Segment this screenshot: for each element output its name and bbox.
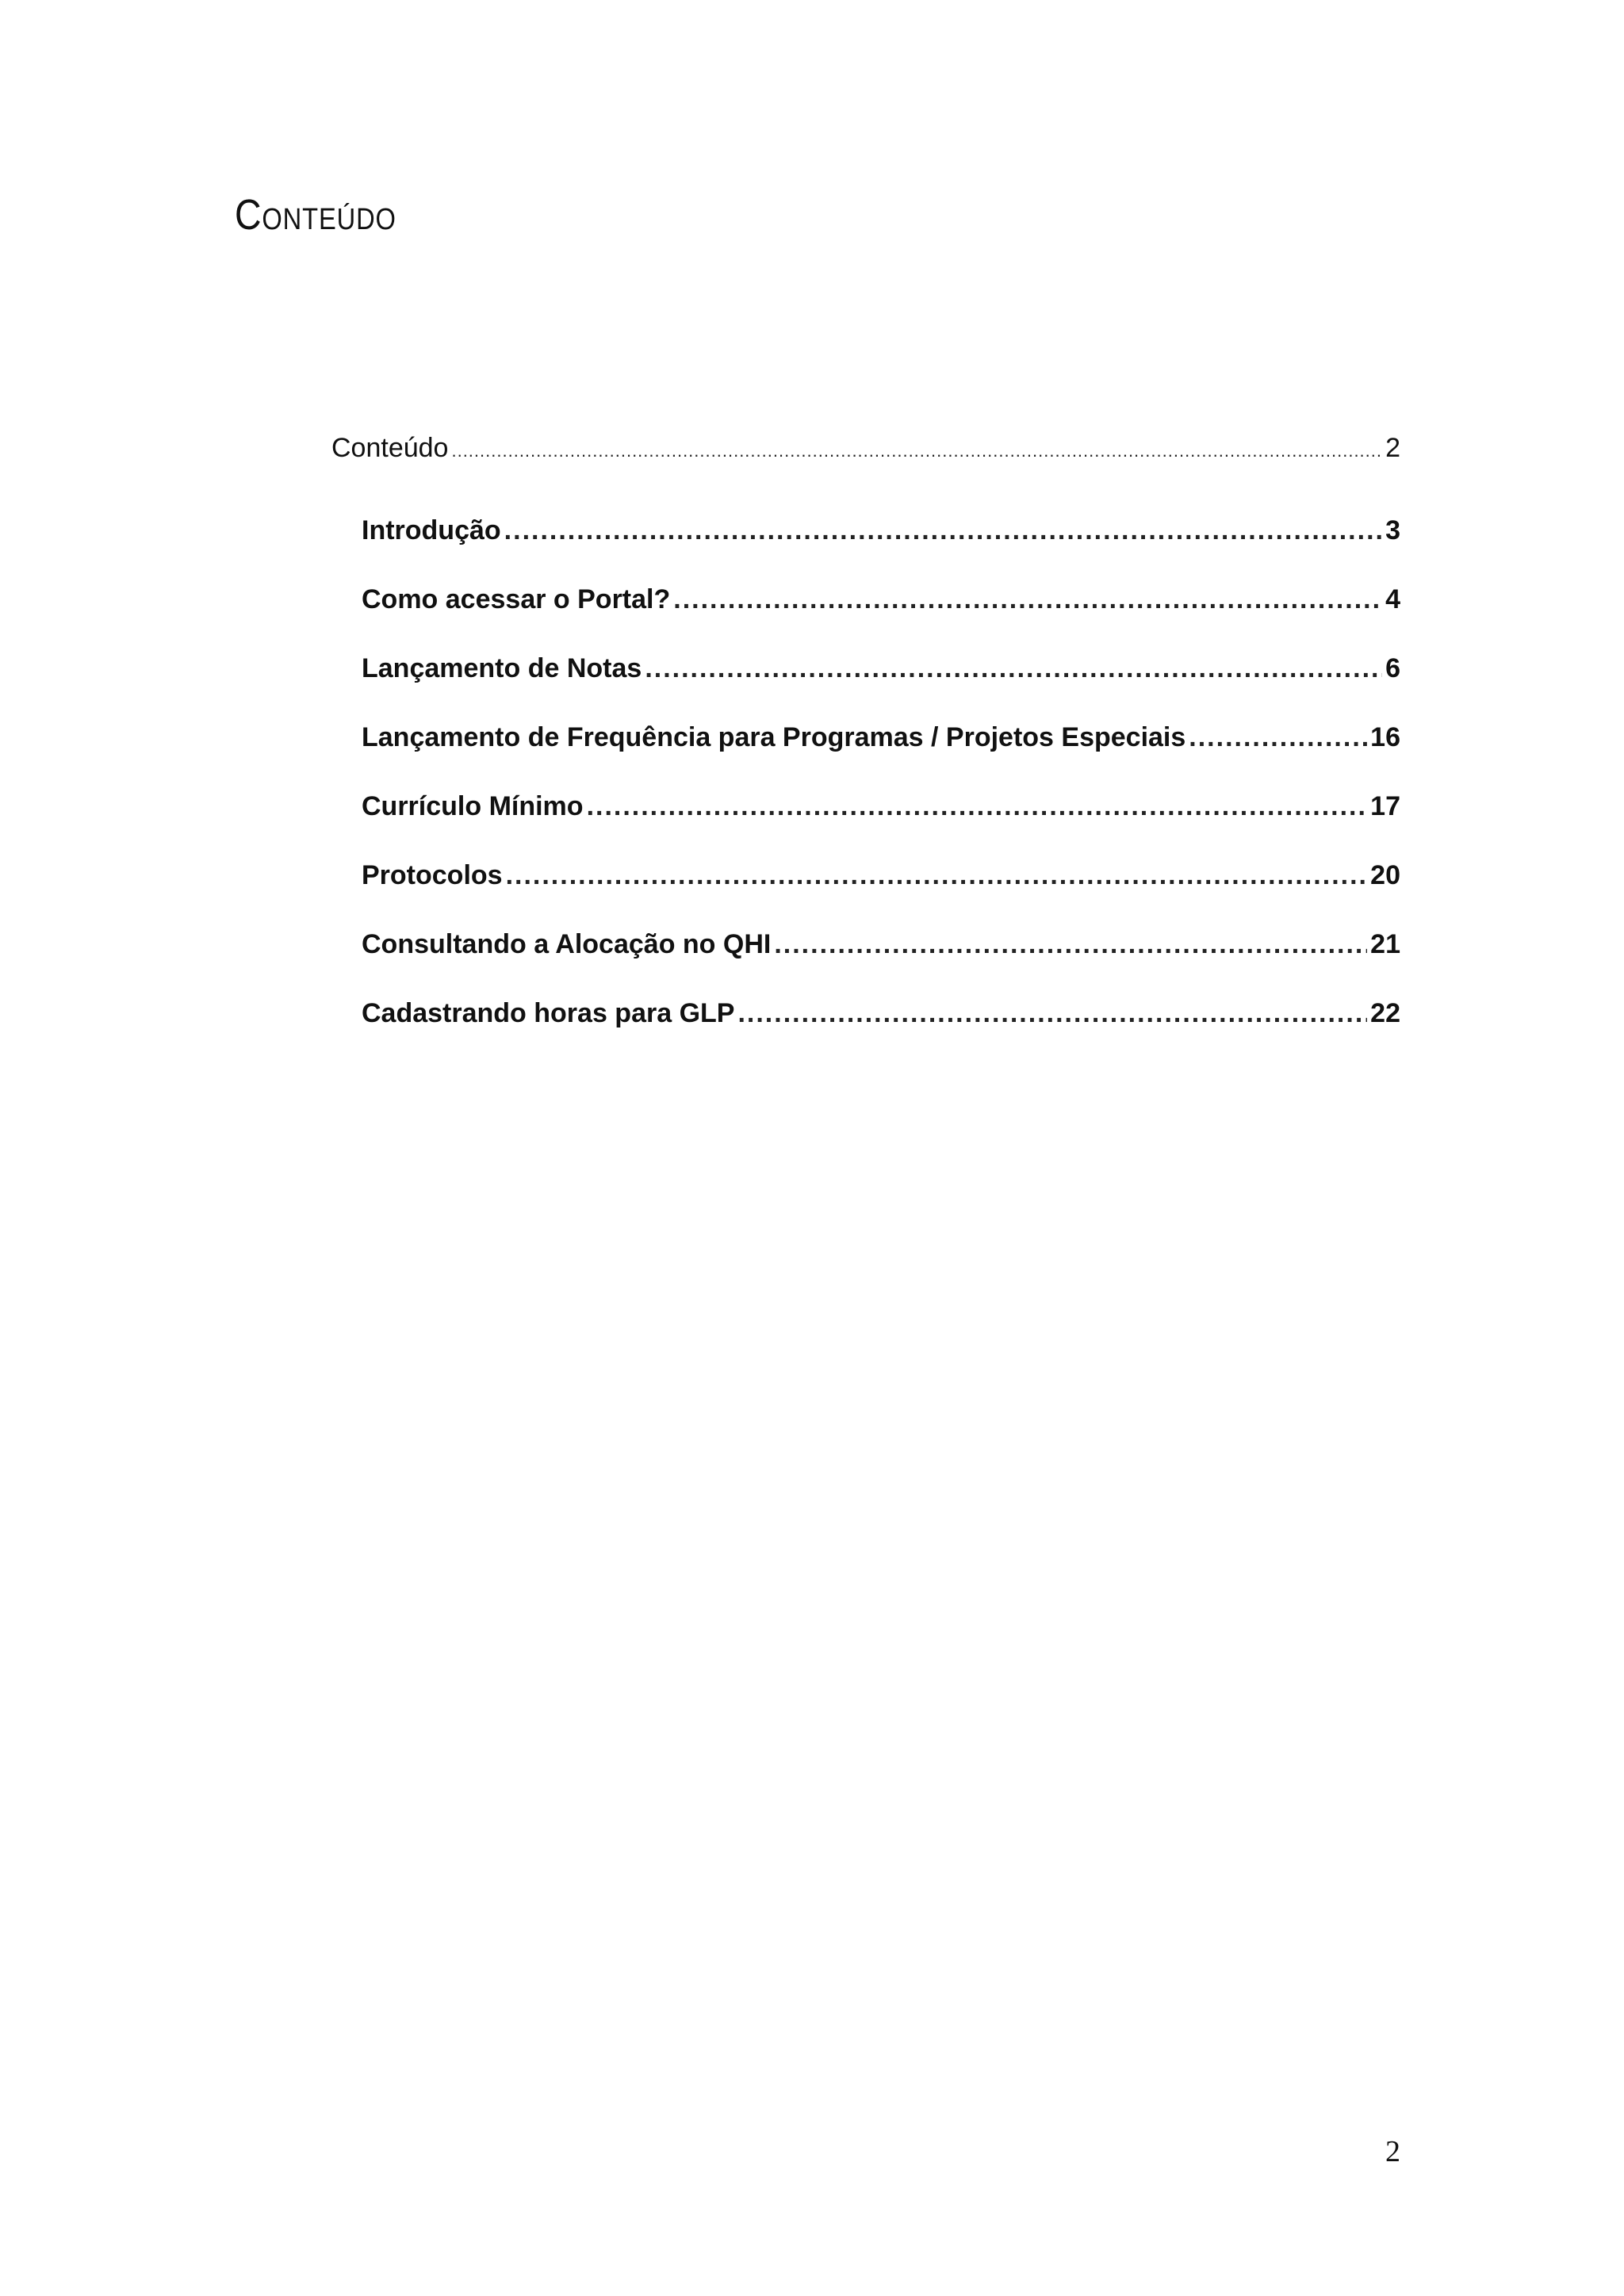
toc-entry-label: Currículo Mínimo <box>362 791 584 821</box>
toc-entry-label: Como acessar o Portal? <box>362 584 671 614</box>
toc-entry-cadastrando-horas[interactable] <box>362 998 1400 1029</box>
toc-entry-label: Conteúdo <box>331 433 449 463</box>
dot-leader <box>774 929 1367 960</box>
toc-entry-page: 21 <box>1370 929 1400 959</box>
dot-leader <box>506 860 1368 891</box>
toc-entry-page: 20 <box>1370 860 1400 890</box>
toc-entry-curriculo-minimo[interactable] <box>362 791 1400 822</box>
toc-entry-page: 17 <box>1370 791 1400 821</box>
toc-entry-page: 22 <box>1370 998 1400 1028</box>
page-heading: Conteúdo <box>235 191 396 239</box>
toc-entry-label: Consultando a Alocação no QHI <box>362 929 772 959</box>
dot-leader <box>673 584 1382 615</box>
dot-leader <box>587 791 1368 822</box>
toc-entry-page: 3 <box>1385 515 1400 545</box>
toc-entry-label: Lançamento de Notas <box>362 653 642 683</box>
toc-entry-consultando-alocacao[interactable] <box>362 929 1400 960</box>
toc-entry-page: 2 <box>1385 433 1400 463</box>
dot-leader <box>451 441 1382 461</box>
toc-entry-protocolos[interactable] <box>362 860 1400 891</box>
dot-leader <box>1189 722 1367 753</box>
toc-entry-label: Cadastrando horas para GLP <box>362 998 735 1028</box>
dot-leader <box>645 653 1382 684</box>
toc-entry-lancamento-notas[interactable] <box>362 653 1400 684</box>
page-number: 2 <box>1385 2135 1400 2168</box>
toc-entry-conteudo[interactable] <box>331 433 1400 464</box>
dot-leader <box>504 515 1382 546</box>
toc-entry-introducao[interactable] <box>362 515 1400 546</box>
toc-entry-label: Introdução <box>362 515 501 545</box>
toc-entry-label: Lançamento de Frequência para Programas / Projetos Especiais <box>362 722 1186 752</box>
toc-entry-como-acessar[interactable] <box>362 584 1400 615</box>
dot-leader <box>737 998 1367 1029</box>
toc-entry-page: 16 <box>1370 722 1400 752</box>
toc-entry-page: 6 <box>1385 653 1400 683</box>
toc-entry-label: Protocolos <box>362 860 503 890</box>
toc-entry-page: 4 <box>1385 584 1400 614</box>
toc-entry-lancamento-frequencia[interactable] <box>362 722 1400 753</box>
